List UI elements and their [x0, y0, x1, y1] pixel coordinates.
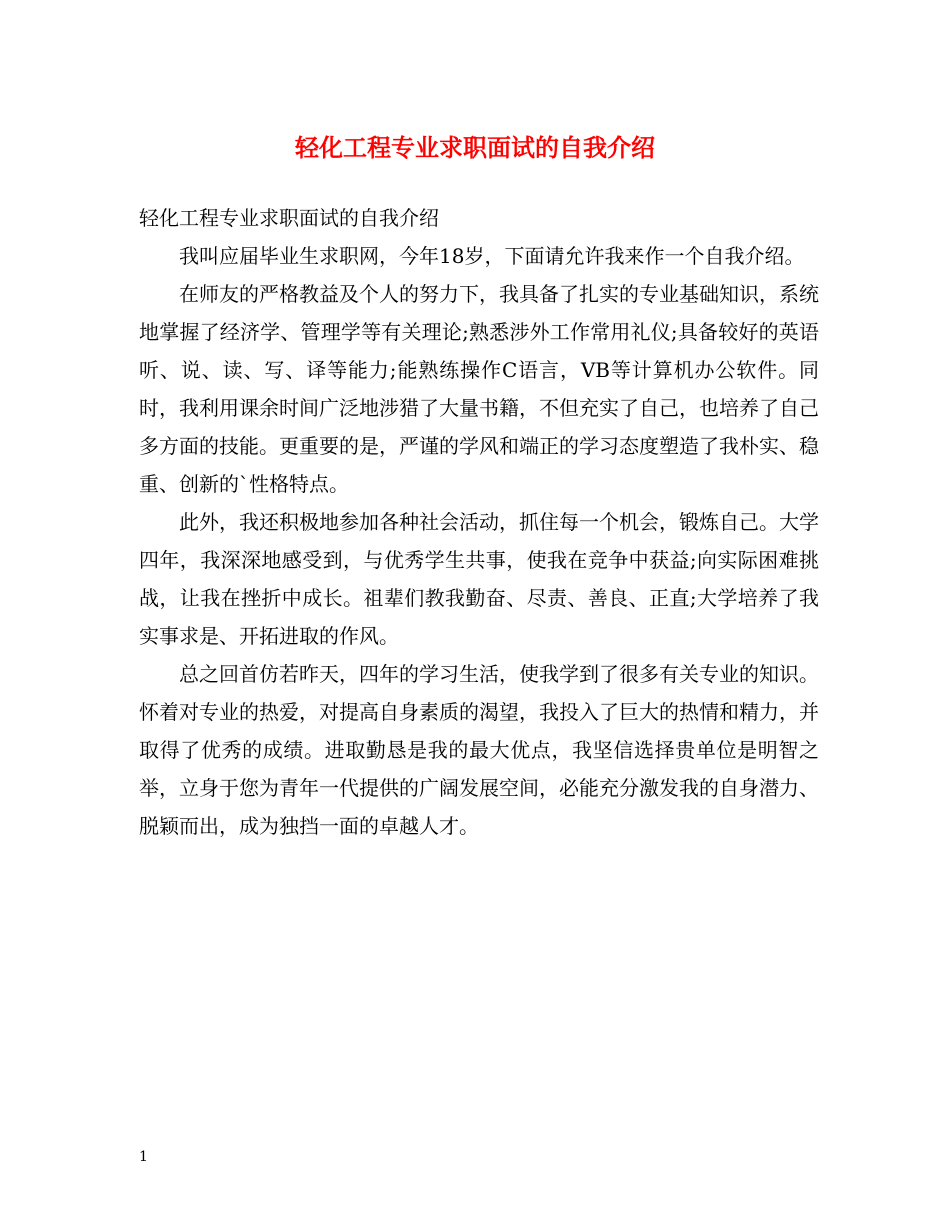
- paragraph-2: 在师友的严格教益及个人的努力下，我具备了扎实的专业基础知识，系统地掌握了经济学、管理学等有关理论;熟悉涉外工作常用礼仪;具备较好的英语听、说、读、写、译等能力;能熟练操作C语言，VB等计算机办公软件。同时，我利用课余时间广泛地涉猎了大量书籍，不但充实了自己，也培养了自己多方面的技能。更重要的是，严谨的学风和端正的学习态度塑造了我朴实、稳重、创新的`性格特点。: [139, 282, 819, 496]
- page-number: 1: [139, 1149, 148, 1165]
- paragraph-4: 总之回首仿若昨天，四年的学习生活，使我学到了很多有关专业的知识。怀着对专业的热爱，对提高自身素质的渴望，我投入了巨大的热情和精力，并取得了优秀的成绩。进取勤恳是我的最大优点，我坚信选择贵单位是明智之举，立身于您为青年一代提供的广阔发展空间，必能充分激发我的自身潜力、脱颖而出，成为独挡一面的卓越人才。: [139, 662, 819, 838]
- document-subtitle: 轻化工程专业求职面试的自我介绍: [139, 206, 439, 230]
- paragraph-1: 我叫应届毕业生求职网，今年18岁，下面请允许我来作一个自我介绍。: [179, 244, 805, 268]
- document-body: [139, 199, 819, 845]
- paragraph-3: 此外，我还积极地参加各种社会活动，抓住每一个机会，锻炼自己。大学四年，我深深地感受到，与优秀学生共事，使我在竞争中获益;向实际困难挑战，让我在挫折中成长。祖辈们教我勤奋、尽责、善良、正直;大学培养了我实事求是、开拓进取的作风。: [139, 510, 819, 648]
- document-title: 轻化工程专业求职面试的自我介绍: [295, 134, 655, 162]
